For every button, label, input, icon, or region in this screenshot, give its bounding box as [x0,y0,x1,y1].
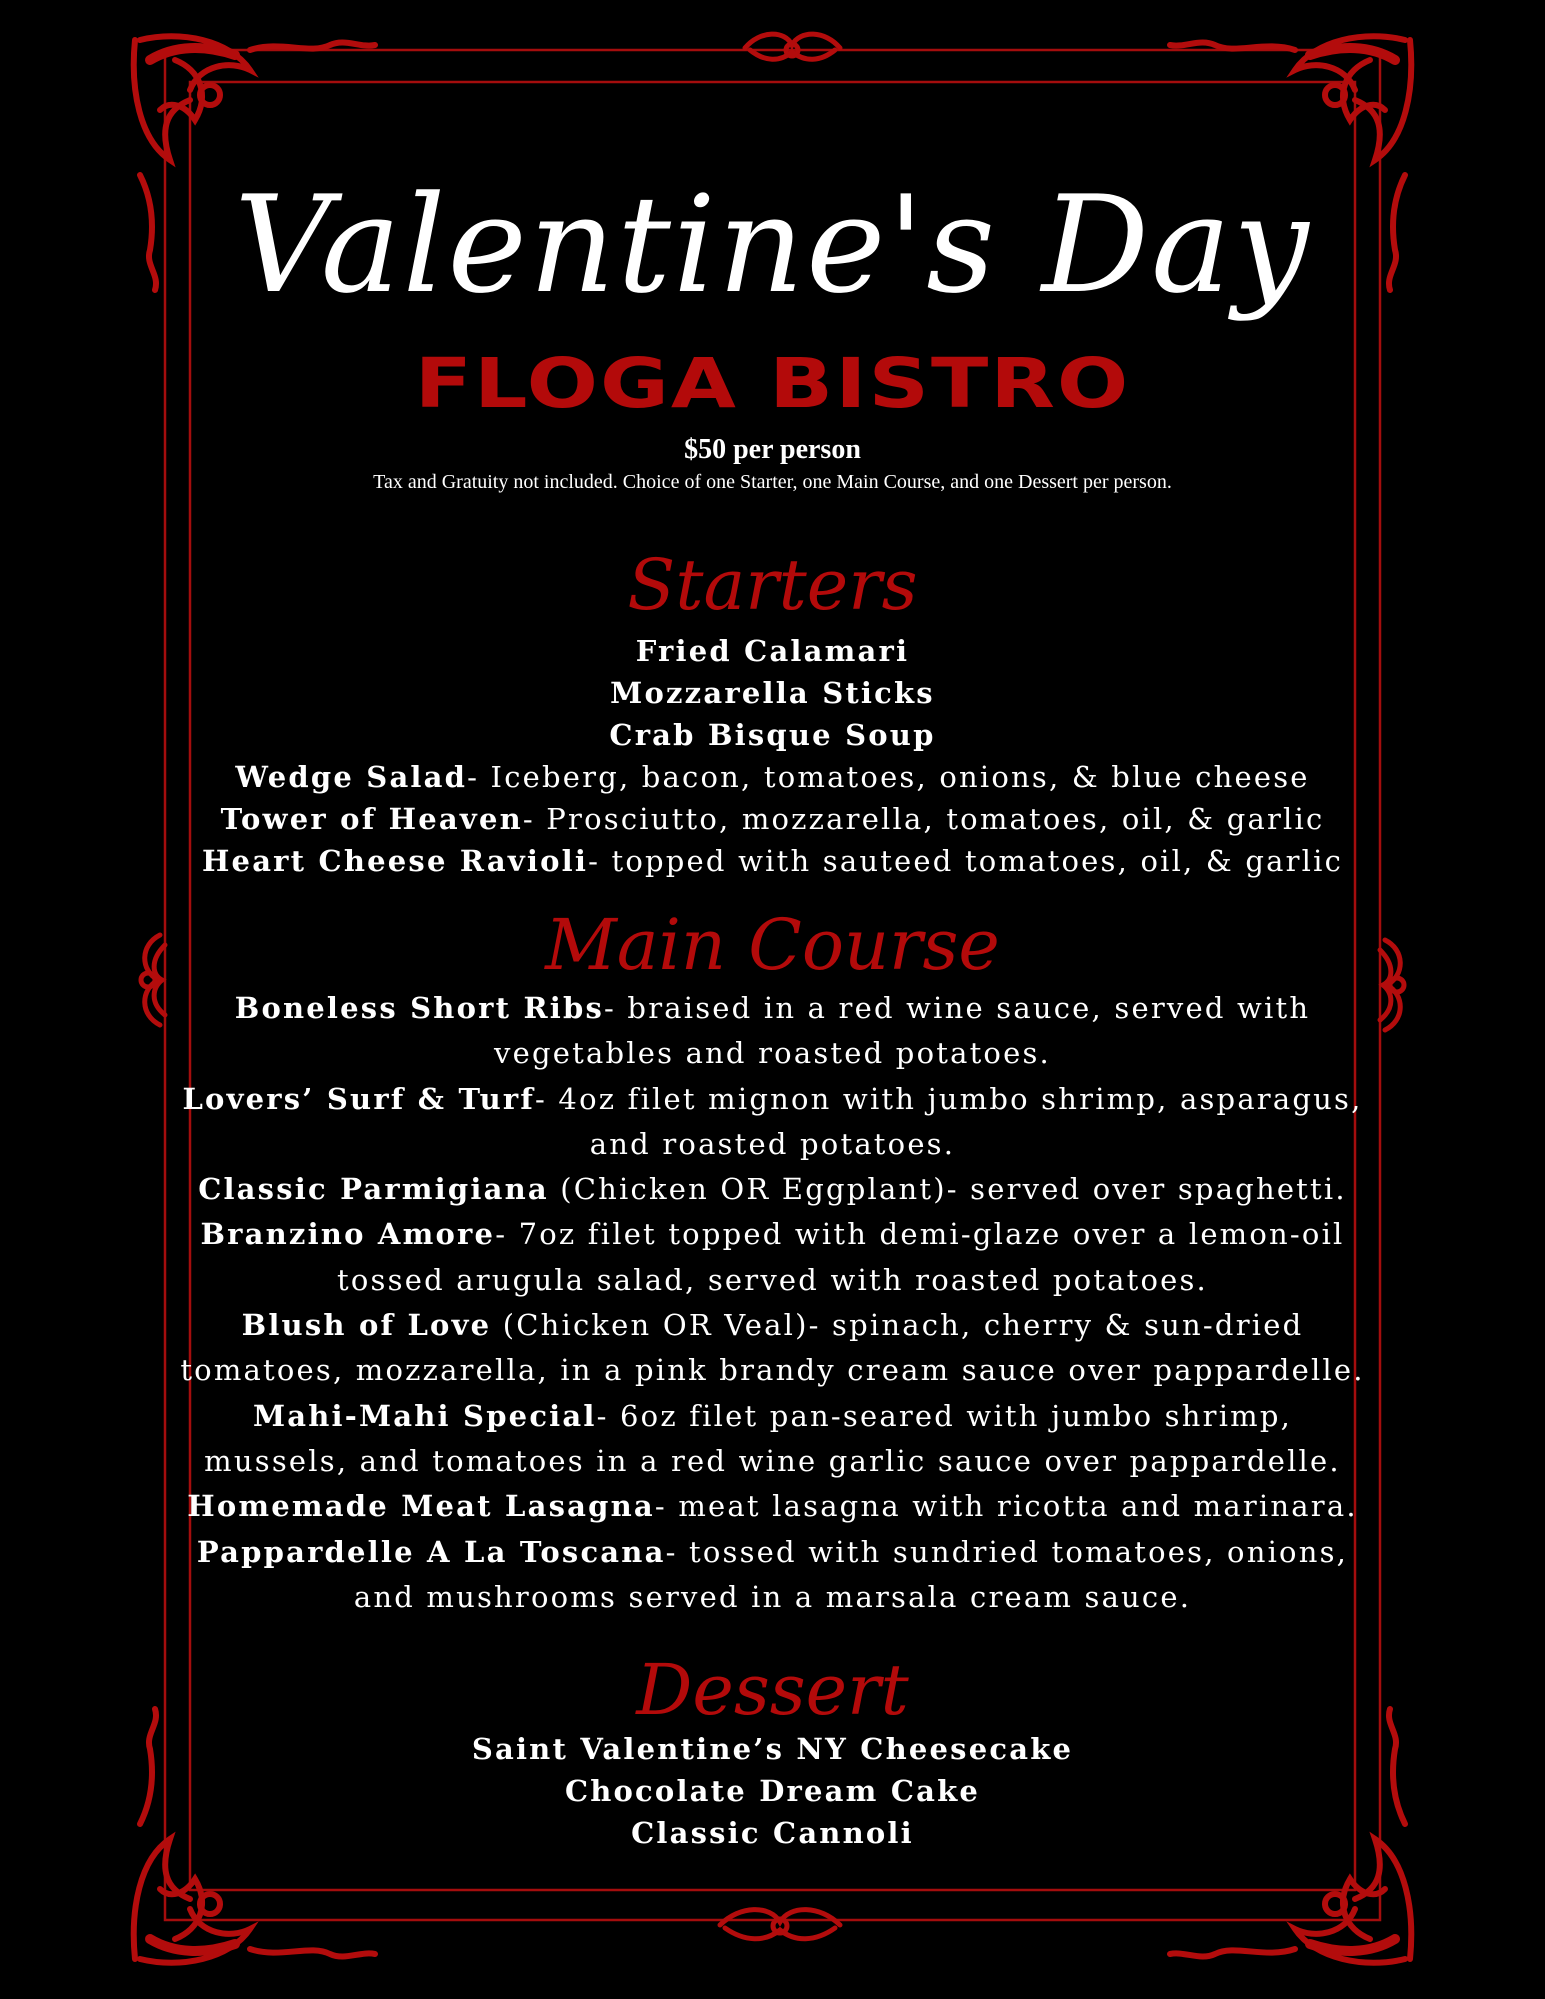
starters-heading: Starters [627,544,918,626]
main-course-item: Boneless Short Ribs- braised in a red wine sauce, served with [234,991,1311,1025]
dessert-list [150,1728,1395,1854]
bottom-center-flourish-icon [720,1910,840,1939]
starter-item: Fried Calamari [635,634,910,668]
starter-item: Crab Bisque Soup [609,718,936,752]
menu-title: Valentine's Day [234,167,1311,323]
main-course-item-continuation: vegetables and roasted potatoes. [494,1036,1051,1071]
main-course-item: Lovers’ Surf & Turf- 4oz filet mignon with jumbo shrimp, asparagus, [182,1081,1363,1116]
starter-item: Mozzarella Sticks [610,676,935,710]
dessert-item: Chocolate Dream Cake [564,1774,981,1808]
main-course-item: Classic Parmigiana (Chicken OR Eggplant)- served over spaghetti. [198,1172,1347,1207]
top-center-flourish-icon [745,34,840,59]
main-course-item-continuation: mussels, and tomatoes in a red wine garlic sauce over pappardelle. [204,1443,1341,1478]
restaurant-name: FLOGA BISTRO [414,342,1131,424]
price-per-person: $50 per person [684,434,861,465]
dessert-heading: Dessert [636,1649,909,1731]
starter-item: Wedge Salad- Iceberg, bacon, tomatoes, onions, & blue cheese [235,760,1310,794]
main-course-item: Homemade Meat Lasagna- meat lasagna with ricotta and marinara. [187,1489,1358,1524]
starters-list [150,630,1395,882]
starter-item: Tower of Heaven- Prosciutto, mozzarella, tomatoes, oil, & garlic [220,802,1325,836]
dessert-item: Saint Valentine’s NY Cheesecake [471,1732,1074,1766]
main-course-item-continuation: and roasted potatoes. [589,1126,956,1161]
main-course-item: Branzino Amore- 7oz filet topped with demi-glaze over a lemon-oil [200,1217,1345,1252]
main-course-item: Mahi-Mahi Special- 6oz filet pan-seared with jumbo shrimp, [252,1398,1293,1433]
main-course-item-continuation: tomatoes, mozzarella, in a pink brandy cream sauce over pappardelle. [180,1353,1365,1388]
main-course-heading: Main Course [545,904,1000,986]
main-course-list [150,986,1395,1620]
dessert-item: Classic Cannoli [631,1816,914,1850]
main-course-item-continuation: and mushrooms served in a marsala cream sauce. [353,1579,1192,1614]
price-note: Tax and Gratuity not included. Choice of one Starter, one Main Course, and one Dessert per person. [373,471,1172,493]
starter-item: Heart Cheese Ravioli- topped with sauteed tomatoes, oil, & garlic [201,844,1344,878]
main-course-item: Blush of Love (Chicken OR Veal)- spinach, cherry & sun-dried [241,1308,1304,1343]
main-course-item: Pappardelle A La Toscana- tossed with sundried tomatoes, onions, [196,1534,1349,1569]
main-course-item-continuation: tossed arugula salad, served with roasted potatoes. [337,1262,1208,1297]
